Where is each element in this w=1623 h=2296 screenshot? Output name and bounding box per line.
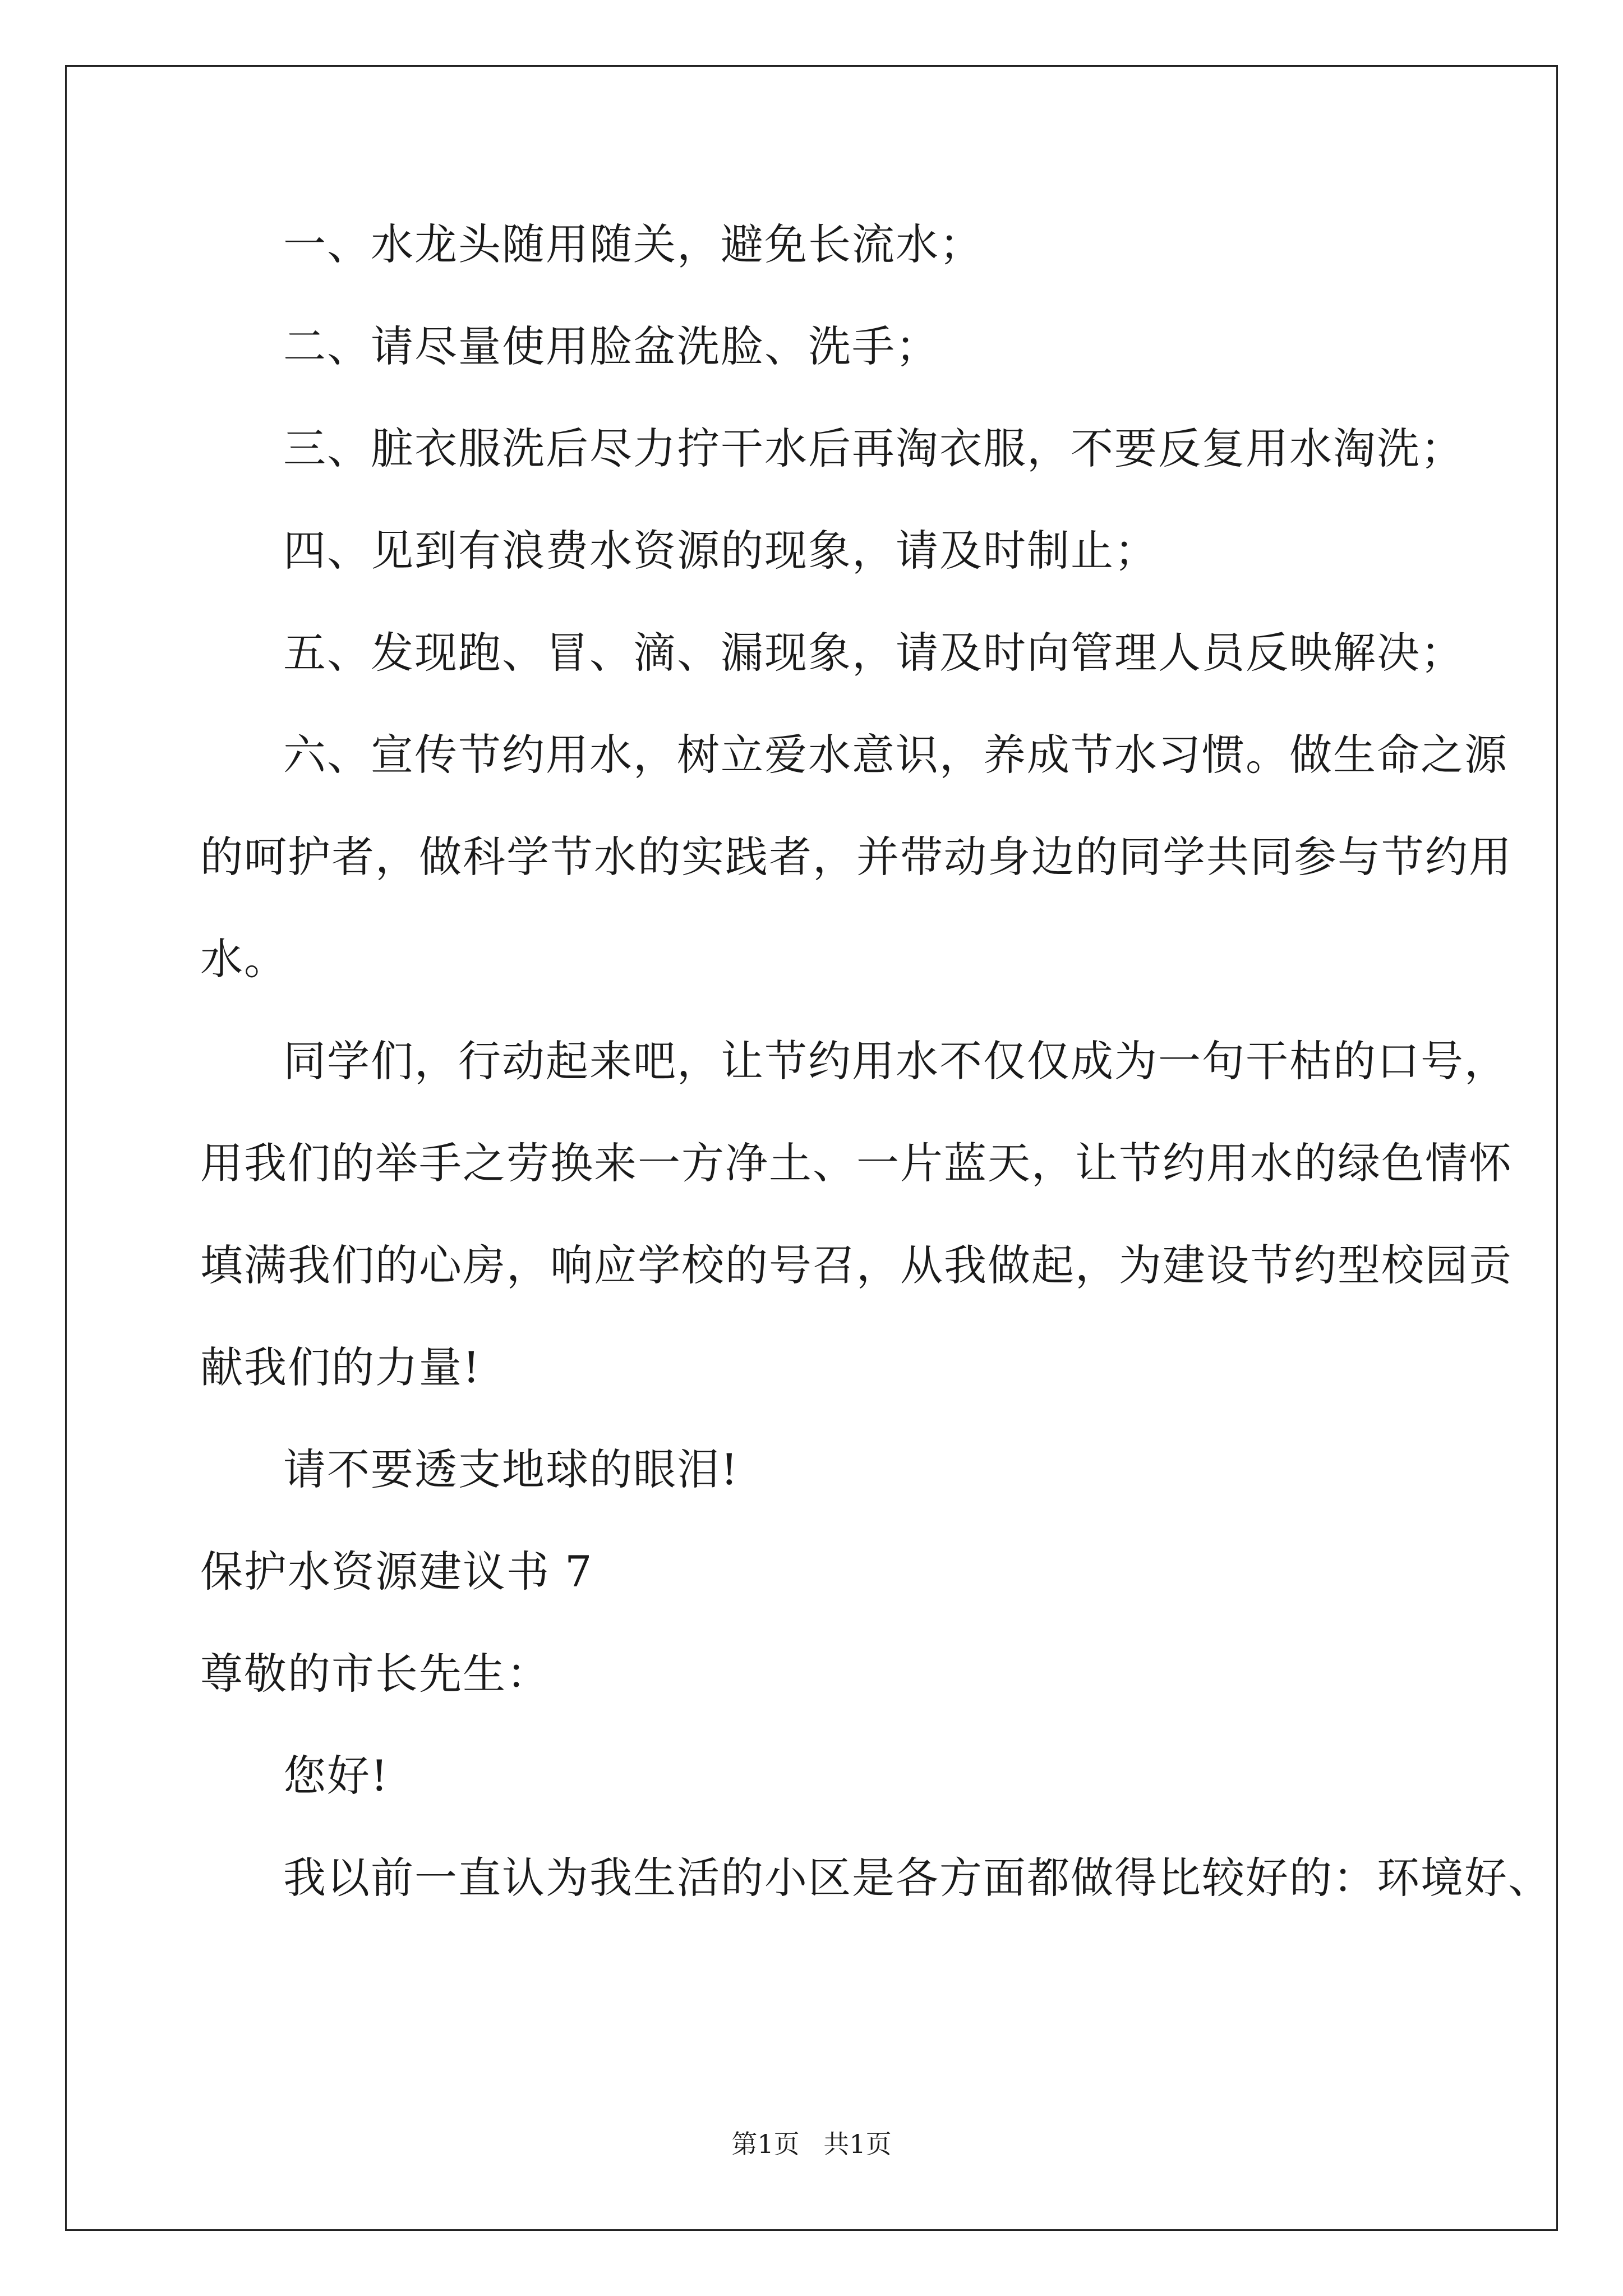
paragraph-item-2: 二、请尽量使用脸盆洗脸、洗手；	[283, 321, 939, 371]
paragraph-item-6-line-1: 六、宣传节约用水，树立爱水意识，养成节水习惯。做生命之源	[283, 730, 1508, 780]
paragraph-7-line-1: 同学们，行动起来吧，让节约用水不仅仅成为一句干枯的口号，	[283, 1036, 1508, 1086]
page-total: 共1页	[823, 2129, 892, 2159]
paragraph-8: 请不要透支地球的眼泪!	[283, 1444, 739, 1494]
paragraph-7-line-2: 用我们的举手之劳换来一方净土、一片蓝天，让节约用水的绿色情怀	[200, 1138, 1513, 1188]
page-number: 第1页	[731, 2129, 800, 2159]
paragraph-9-line-1: 我以前一直认为我生活的小区是各方面都做得比较好的：环境好、	[283, 1853, 1552, 1903]
page-footer	[0, 2127, 1623, 2161]
section-heading: 保护水资源建议书 7	[200, 1547, 593, 1596]
paragraph-item-6-line-2: 的呵护者，做科学节水的实践者，并带动身边的同学共同参与节约用	[200, 832, 1513, 882]
paragraph-item-4: 四、见到有浪费水资源的现象，请及时制止；	[283, 526, 1158, 576]
paragraph-item-6-line-3: 水。	[200, 934, 288, 984]
greeting: 您好!	[283, 1751, 389, 1801]
paragraph-item-1: 一、水龙头随用随关，避免长流水；	[283, 219, 983, 269]
paragraph-item-5: 五、发现跑、冒、滴、漏现象，请及时向管理人员反映解决；	[283, 628, 1464, 678]
paragraph-item-3: 三、脏衣服洗后尽力拧干水后再淘衣服，不要反复用水淘洗；	[283, 424, 1464, 473]
paragraph-7-line-3: 填满我们的心房，响应学校的号召，从我做起，为建设节约型校园贡	[200, 1240, 1513, 1290]
salutation: 尊敬的市长先生：	[200, 1649, 550, 1699]
paragraph-7-line-4: 献我们的力量!	[200, 1342, 481, 1392]
